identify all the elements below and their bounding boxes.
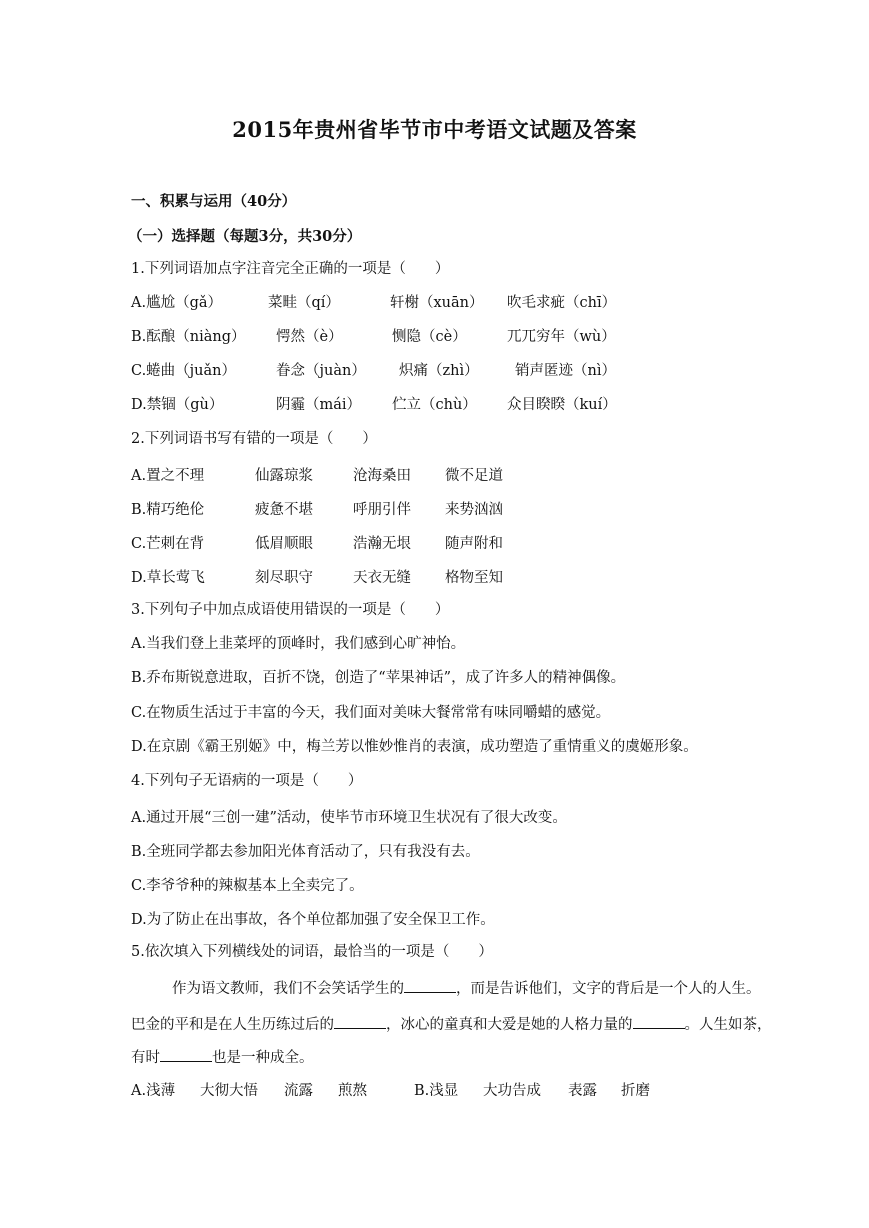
option-cell: 疲惫不堪: [255, 502, 313, 518]
option-cell: 愕然（è）: [276, 329, 343, 345]
option-cell: B.精巧绝伦: [131, 502, 205, 518]
question-1-stem: 1.下列词语加点字注音完全正确的一项是（ ）: [131, 261, 450, 277]
question-4-option-a: A.通过开展“三创一建”活动，使毕节市环境卫生状况有了很大改变。: [131, 810, 567, 826]
question-4-stem: 4.下列句子无语病的一项是（ ）: [131, 773, 363, 789]
option-cell: 炽痛（zhì）: [399, 363, 479, 379]
fill-blank: [404, 978, 456, 993]
option-cell: 低眉顺眼: [255, 536, 313, 552]
option-cell: 流露: [284, 1083, 313, 1099]
question-5-passage-line-1: [172, 978, 761, 999]
question-2-option-a: [131, 466, 751, 486]
option-cell: 刻尽职守: [255, 570, 313, 586]
question-1-option-a: [131, 293, 751, 313]
passage-text: 也是一种成全。: [212, 1050, 314, 1066]
question-3-option-b: B.乔布斯锐意进取，百折不饶，创造了“苹果神话”，成了许多人的精神偶像。: [131, 670, 626, 686]
option-cell: 大功告成: [483, 1083, 541, 1099]
option-cell: 伫立（chù）: [392, 397, 477, 413]
question-2-option-c: [131, 534, 751, 554]
question-5-options: [131, 1081, 751, 1101]
option-cell: 仙露琼浆: [255, 468, 313, 484]
passage-text: 有时: [131, 1050, 160, 1066]
question-1-option-c: [131, 361, 751, 381]
option-cell: B.浅显: [414, 1083, 459, 1099]
question-4-option-d: D.为了防止在出事故，各个单位都加强了安全保卫工作。: [131, 912, 495, 928]
option-cell: 大彻大悟: [200, 1083, 258, 1099]
question-5-passage-line-3: [131, 1047, 314, 1068]
option-cell: 微不足道: [445, 468, 503, 484]
option-cell: 来势汹汹: [445, 502, 503, 518]
option-cell: 吹毛求疵（chī）: [507, 295, 617, 311]
option-cell: C.蜷曲（juǎn）: [131, 363, 237, 379]
option-cell: 菜畦（qí）: [268, 295, 340, 311]
question-3-option-d: D.在京剧《霸王别姬》中，梅兰芳以惟妙惟肖的表演，成功塑造了重情重义的虞姬形象。: [131, 739, 698, 755]
option-cell: 折磨: [621, 1083, 650, 1099]
passage-text: 巴金的平和是在人生历练过后的: [131, 1017, 334, 1033]
section-heading: 一、积累与运用（40分）: [131, 193, 297, 210]
passage-text: 。人生如茶，: [684, 1017, 772, 1033]
question-2-stem: 2.下列词语书写有错的一项是（ ）: [131, 431, 377, 447]
option-cell: C.芒刺在背: [131, 536, 205, 552]
option-cell: 表露: [568, 1083, 597, 1099]
option-cell: D.禁锢（gù）: [131, 397, 224, 413]
fill-blank: [160, 1047, 212, 1062]
question-5-passage-line-2: [131, 1014, 772, 1035]
fill-blank: [633, 1014, 685, 1029]
question-1-option-b: [131, 327, 751, 347]
option-cell: D.草长莺飞: [131, 570, 205, 586]
option-cell: 格物至知: [445, 570, 503, 586]
question-3-option-c: C.在物质生活过于丰富的今天，我们面对美味大餐常常有味同嚼蜡的感觉。: [131, 705, 611, 721]
option-cell: 天衣无缝: [353, 570, 411, 586]
question-2-option-b: [131, 500, 751, 520]
subsection-heading: （一）选择题（每题3分，共30分）: [128, 228, 362, 245]
question-3-option-a: A.当我们登上韭菜坪的顶峰时，我们感到心旷神怡。: [131, 636, 466, 652]
option-cell: 煎熬: [338, 1083, 367, 1099]
page-title: 2015年贵州省毕节市中考语文试题及答案: [232, 117, 637, 142]
option-cell: 众目睽睽（kuí）: [507, 397, 617, 413]
passage-text: 作为语文教师，我们不会笑话学生的: [172, 981, 404, 997]
option-cell: 恻隐（cè）: [392, 329, 467, 345]
question-4-option-c: C.李爷爷种的辣椒基本上全卖完了。: [131, 878, 364, 894]
fill-blank: [334, 1014, 386, 1029]
option-cell: 随声附和: [445, 536, 503, 552]
passage-text: ，冰心的童真和大爱是她的人格力量的: [386, 1017, 633, 1033]
question-5-stem: 5.依次填入下列横线处的词语，最恰当的一项是（ ）: [131, 944, 493, 960]
option-cell: A.尴尬（gǎ）: [131, 295, 223, 311]
option-cell: 沧海桑田: [353, 468, 411, 484]
option-cell: A.置之不理: [131, 468, 205, 484]
question-3-stem: 3.下列句子中加点成语使用错误的一项是（ ）: [131, 602, 450, 618]
option-cell: 眷念（juàn）: [276, 363, 366, 379]
passage-text: ，而是告诉他们，文字的背后是一个人的人生。: [456, 981, 761, 997]
question-4-option-b: B.全班同学都去参加阳光体育活动了，只有我没有去。: [131, 844, 480, 860]
option-cell: 浩瀚无垠: [353, 536, 411, 552]
option-cell: 兀兀穷年（wù）: [507, 329, 616, 345]
option-cell: 呼朋引伴: [353, 502, 411, 518]
option-cell: B.酝酿（niàng）: [131, 329, 246, 345]
option-cell: A.浅薄: [131, 1083, 176, 1099]
question-1-option-d: [131, 395, 751, 415]
question-2-option-d: [131, 568, 751, 588]
option-cell: 销声匿迹（nì）: [515, 363, 616, 379]
option-cell: 轩榭（xuān）: [390, 295, 484, 311]
option-cell: 阴霾（mái）: [276, 397, 362, 413]
